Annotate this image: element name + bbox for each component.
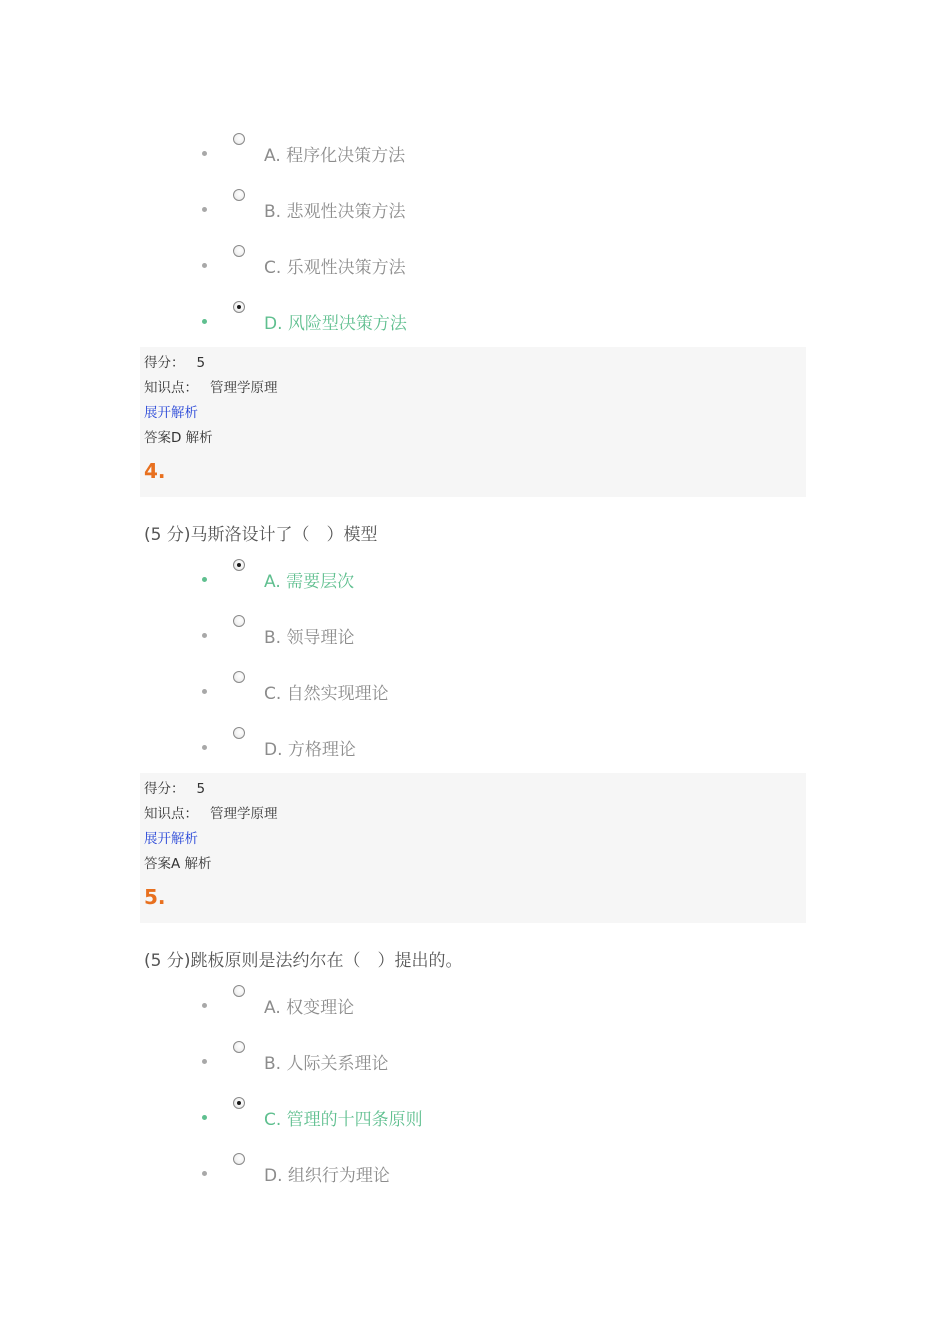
radio-button[interactable]	[233, 615, 245, 627]
q4-option-a[interactable]	[0, 559, 950, 599]
radio-button[interactable]	[233, 189, 245, 201]
knowledge-value: 管理学原理	[210, 806, 278, 822]
score-label: 得分：	[144, 781, 185, 797]
question-text: (5 分)跳板原则是法约尔在（ ）提出的。	[144, 951, 463, 971]
option-label: D. 方格理论	[264, 740, 356, 760]
bullet-dot	[202, 689, 207, 694]
expand-analysis-link[interactable]: 展开解析	[144, 405, 198, 421]
option-label: A. 程序化决策方法	[264, 146, 406, 166]
radio-button[interactable]	[233, 1153, 245, 1165]
knowledge-label: 知识点：	[144, 806, 198, 822]
score-value: 5	[196, 781, 206, 797]
q4-option-b[interactable]	[0, 615, 950, 655]
radio-button[interactable]	[233, 671, 245, 683]
answer-text: 答案A 解析	[144, 856, 212, 872]
option-label: B. 领导理论	[264, 628, 355, 648]
q3-option-c[interactable]	[0, 245, 950, 285]
option-label: A. 需要层次	[264, 572, 355, 592]
bullet-dot	[202, 319, 207, 324]
question-text: (5 分)马斯洛设计了（ ）模型	[144, 525, 378, 545]
bullet-dot	[202, 1115, 207, 1120]
option-label: B. 人际关系理论	[264, 1054, 389, 1074]
knowledge-label: 知识点：	[144, 380, 198, 396]
radio-button[interactable]	[233, 559, 245, 571]
option-label: C. 乐观性决策方法	[264, 258, 406, 278]
q3-info-panel	[140, 347, 806, 497]
bullet-dot	[202, 745, 207, 750]
bullet-dot	[202, 1003, 207, 1008]
q3-option-d[interactable]	[0, 301, 950, 341]
bullet-dot	[202, 1059, 207, 1064]
bullet-dot	[202, 263, 207, 268]
q5-option-d[interactable]	[0, 1153, 950, 1193]
expand-analysis-link[interactable]: 展开解析	[144, 831, 198, 847]
radio-button[interactable]	[233, 133, 245, 145]
option-label: A. 权变理论	[264, 998, 355, 1018]
option-label: B. 悲观性决策方法	[264, 202, 406, 222]
q3-option-b[interactable]	[0, 189, 950, 229]
radio-button[interactable]	[233, 1041, 245, 1053]
knowledge-line	[144, 376, 278, 396]
q4-option-c[interactable]	[0, 671, 950, 711]
option-label: D. 风险型决策方法	[264, 314, 407, 334]
bullet-dot	[202, 577, 207, 582]
bullet-dot	[202, 207, 207, 212]
score-line	[144, 777, 205, 797]
knowledge-value: 管理学原理	[210, 380, 278, 396]
radio-button[interactable]	[233, 245, 245, 257]
score-line	[144, 351, 205, 371]
q5-option-a[interactable]	[0, 985, 950, 1025]
answer-text: 答案D 解析	[144, 430, 213, 446]
score-label: 得分：	[144, 355, 185, 371]
option-label: C. 管理的十四条原则	[264, 1110, 423, 1130]
question-number: 5.	[144, 885, 166, 909]
radio-button[interactable]	[233, 301, 245, 313]
bullet-dot	[202, 1171, 207, 1176]
bullet-dot	[202, 151, 207, 156]
q3-option-a[interactable]	[0, 133, 950, 173]
q4-info-panel	[140, 773, 806, 923]
radio-button[interactable]	[233, 1097, 245, 1109]
option-label: C. 自然实现理论	[264, 684, 389, 704]
q5-option-b[interactable]	[0, 1041, 950, 1081]
radio-button[interactable]	[233, 727, 245, 739]
q4-option-d[interactable]	[0, 727, 950, 767]
knowledge-line	[144, 802, 278, 822]
q5-option-c[interactable]	[0, 1097, 950, 1137]
bullet-dot	[202, 633, 207, 638]
radio-button[interactable]	[233, 985, 245, 997]
question-number: 4.	[144, 459, 166, 483]
score-value: 5	[196, 355, 206, 371]
option-label: D. 组织行为理论	[264, 1166, 390, 1186]
